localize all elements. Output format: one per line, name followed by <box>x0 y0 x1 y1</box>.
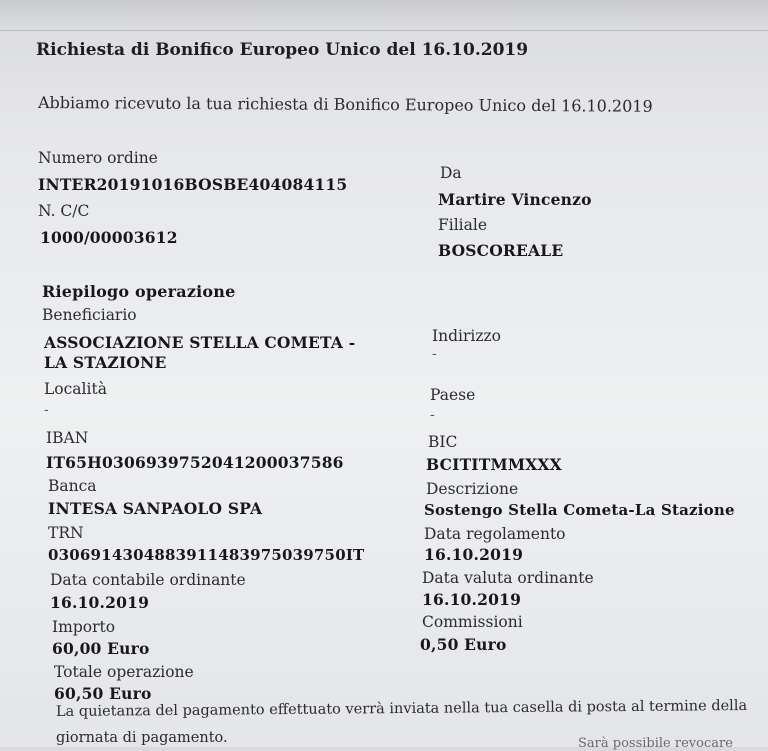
footer-line-2: giornata di pagamento. <box>56 730 228 746</box>
footer-line-1: La quietanza del pagamento effettuato verrà inviata nella tua casella di posta al termine della <box>55 697 748 720</box>
footer-line-3-fragment: Sarà possibile revocare <box>578 736 733 751</box>
iban-label: IBAN <box>46 429 89 447</box>
da-value: Martire Vincenzo <box>438 190 592 209</box>
trn-value: 0306914304883911483975039750IT <box>48 546 365 564</box>
banca-value: INTESA SANPAOLO SPA <box>48 499 263 518</box>
totale-label: Totale operazione <box>54 663 194 681</box>
data-regolamento-label: Data regolamento <box>424 525 566 543</box>
bic-label: BIC <box>428 433 458 451</box>
importo-value: 60,00 Euro <box>52 639 150 658</box>
da-label: Da <box>440 164 462 182</box>
localita-label: Località <box>44 380 107 398</box>
conto-label: N. C/C <box>38 202 90 220</box>
data-valuta-value: 16.10.2019 <box>422 590 522 609</box>
importo-label: Importo <box>52 618 116 636</box>
filiale-value: BOSCOREALE <box>438 241 564 260</box>
page-title: Richiesta di Bonifico Europeo Unico del 16.10.2019 <box>36 40 529 60</box>
localita-value: - <box>44 402 49 418</box>
paese-label: Paese <box>430 386 476 404</box>
descrizione-label: Descrizione <box>426 480 519 498</box>
beneficiario-value-line1: ASSOCIAZIONE STELLA COMETA - <box>44 333 356 352</box>
banca-label: Banca <box>48 477 97 495</box>
data-regolamento-value: 16.10.2019 <box>424 545 524 564</box>
data-valuta-label: Data valuta ordinante <box>422 569 594 587</box>
totale-value: 60,50 Euro <box>54 684 152 703</box>
indirizzo-label: Indirizzo <box>432 327 502 345</box>
filiale-label: Filiale <box>438 216 487 234</box>
indirizzo-value: - <box>432 346 437 362</box>
beneficiario-value-line2: LA STAZIONE <box>44 353 167 372</box>
browser-top-edge <box>0 0 768 31</box>
intro-text: Abbiamo ricevuto la tua richiesta di Bonifico Europeo Unico del 16.10.2019 <box>37 93 653 116</box>
conto-value: 1000/00003612 <box>40 228 178 247</box>
paese-value: - <box>430 407 435 423</box>
data-contabile-value: 16.10.2019 <box>50 593 150 612</box>
commissioni-label: Commissioni <box>422 613 523 631</box>
beneficiario-label: Beneficiario <box>42 306 137 324</box>
commissioni-value: 0,50 Euro <box>420 635 507 654</box>
descrizione-value: Sostengo Stella Cometa-La Stazione <box>424 501 735 519</box>
iban-value: IT65H0306939752041200037586 <box>46 453 344 472</box>
bic-value: BCITITMMXXX <box>426 455 562 474</box>
riepilogo-heading: Riepilogo operazione <box>42 282 236 301</box>
data-contabile-label: Data contabile ordinante <box>50 571 246 589</box>
trn-label: TRN <box>48 524 84 542</box>
numero-ordine-value: INTER20191016BOSBE404084115 <box>38 175 348 194</box>
numero-ordine-label: Numero ordine <box>38 149 158 167</box>
